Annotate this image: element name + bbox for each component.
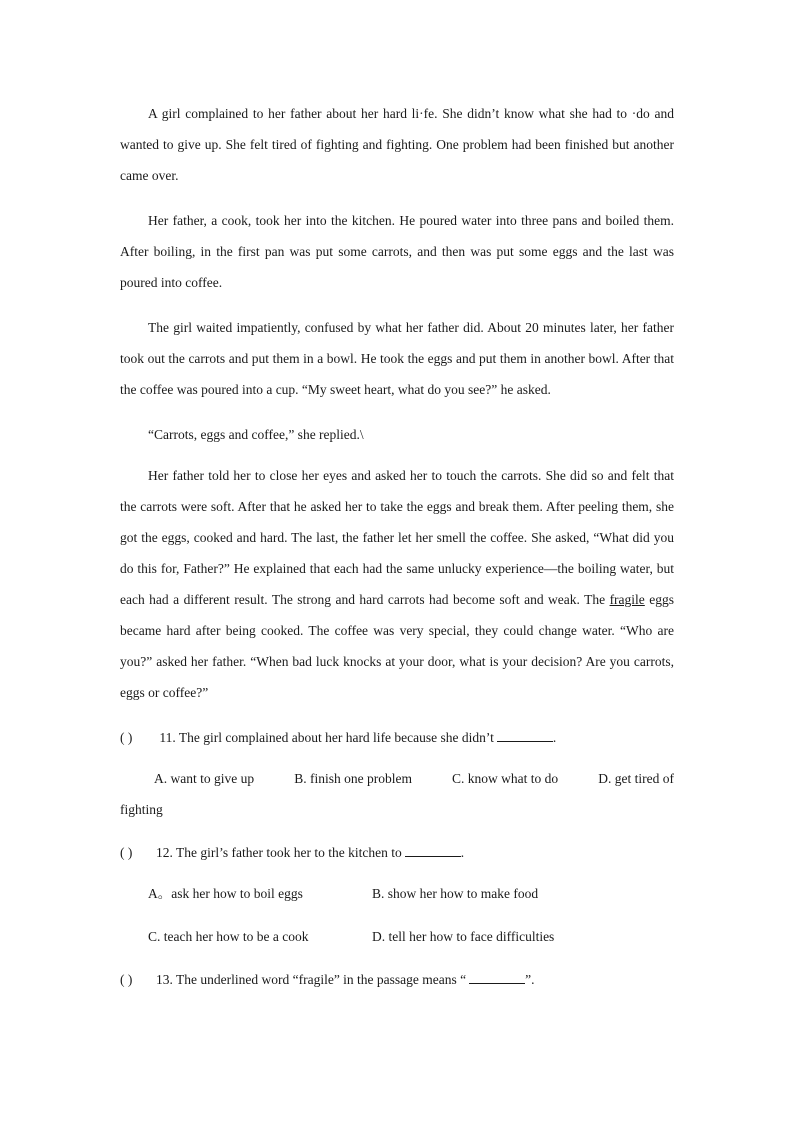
question-12-options-row-2 xyxy=(120,921,674,952)
option-11-c: C. know what to do xyxy=(452,771,559,786)
question-11-options xyxy=(120,763,674,825)
passage-paragraph-3: The girl waited impatiently, confused by what her father did. About 20 minutes later, her father took out the carrots and put them in a bowl. He took the eggs and put them in another bowl. After that the coffee was poured into a cup. “My sweet heart, what do you see?” he asked. xyxy=(120,320,674,397)
option-11-a: A. want to give up xyxy=(154,771,255,786)
passage-paragraph-4: “Carrots, eggs and coffee,” she replied.\ xyxy=(148,427,364,442)
question-13-end: ”. xyxy=(525,972,535,987)
question-13-stem: 13. The underlined word “fragile” in the passage means “ xyxy=(156,972,467,987)
question-11-stem: 11. The girl complained about her hard life because she didn’t xyxy=(156,730,494,745)
passage-paragraph-1: A girl complained to her father about her hard li·fe. She didn’t know what she had to ·do and wanted to give up. She felt tired of fighting and fighting. One problem had been finished but another came over. xyxy=(120,106,674,183)
option-11-d-continued: fighting xyxy=(120,802,163,817)
answer-blank-11 xyxy=(497,729,553,742)
question-12-end: . xyxy=(460,845,465,860)
answer-bracket-11[interactable]: ( ) xyxy=(120,730,133,745)
answer-bracket-13[interactable]: ( ) xyxy=(120,972,133,987)
exam-page xyxy=(120,98,674,1005)
question-13 xyxy=(120,964,674,995)
option-11-d: D. get tired of xyxy=(598,771,674,786)
option-12-b: B. show her how to make food xyxy=(372,886,539,901)
paragraph-5-text-after: eggs became hard after being cooked. The coffee was very special, they could change water. “Who are you?” asked her father. “When bad luck knocks at your door, what is your decision? Are you carrots, eggs or coffee?” xyxy=(120,592,674,700)
underlined-word-fragile: fragile xyxy=(609,592,645,607)
question-12-stem: 12. The girl’s father took her to the kitchen to xyxy=(156,845,402,860)
paragraph-5-text-before: Her father told her to close her eyes and asked her to touch the carrots. She did so and felt that the carrots were soft. After that he asked her to take the eggs and break them. After peeling them, she got the eggs, cooked and hard. The last, the father let her smell the coffee. She asked, “What did you do this for, Father?” He explained that each had the same unlucky experience—the boiling water, but each had a different result. The strong and hard carrots had become soft and weak. The xyxy=(120,468,674,607)
question-12-options-row-1 xyxy=(120,878,674,909)
passage-paragraph-2: Her father, a cook, took her into the kitchen. He poured water into three pans and boiled them. After boiling, in the first pan was put some carrots, and then was put some eggs and the last was poured into coffee. xyxy=(120,213,674,290)
answer-blank-12 xyxy=(405,844,461,857)
option-12-c: C. teach her how to be a cook xyxy=(148,929,309,944)
option-11-b: B. finish one problem xyxy=(294,771,412,786)
answer-blank-13 xyxy=(469,971,525,984)
option-12-d: D. tell her how to face difficulties xyxy=(372,929,555,944)
question-11 xyxy=(120,722,674,753)
passage-paragraph-5 xyxy=(120,460,674,708)
question-12 xyxy=(120,837,674,868)
question-11-end: . xyxy=(552,730,557,745)
options-row xyxy=(120,763,674,794)
option-12-a: A。ask her how to boil eggs xyxy=(148,886,303,901)
answer-bracket-12[interactable]: ( ) xyxy=(120,845,133,860)
